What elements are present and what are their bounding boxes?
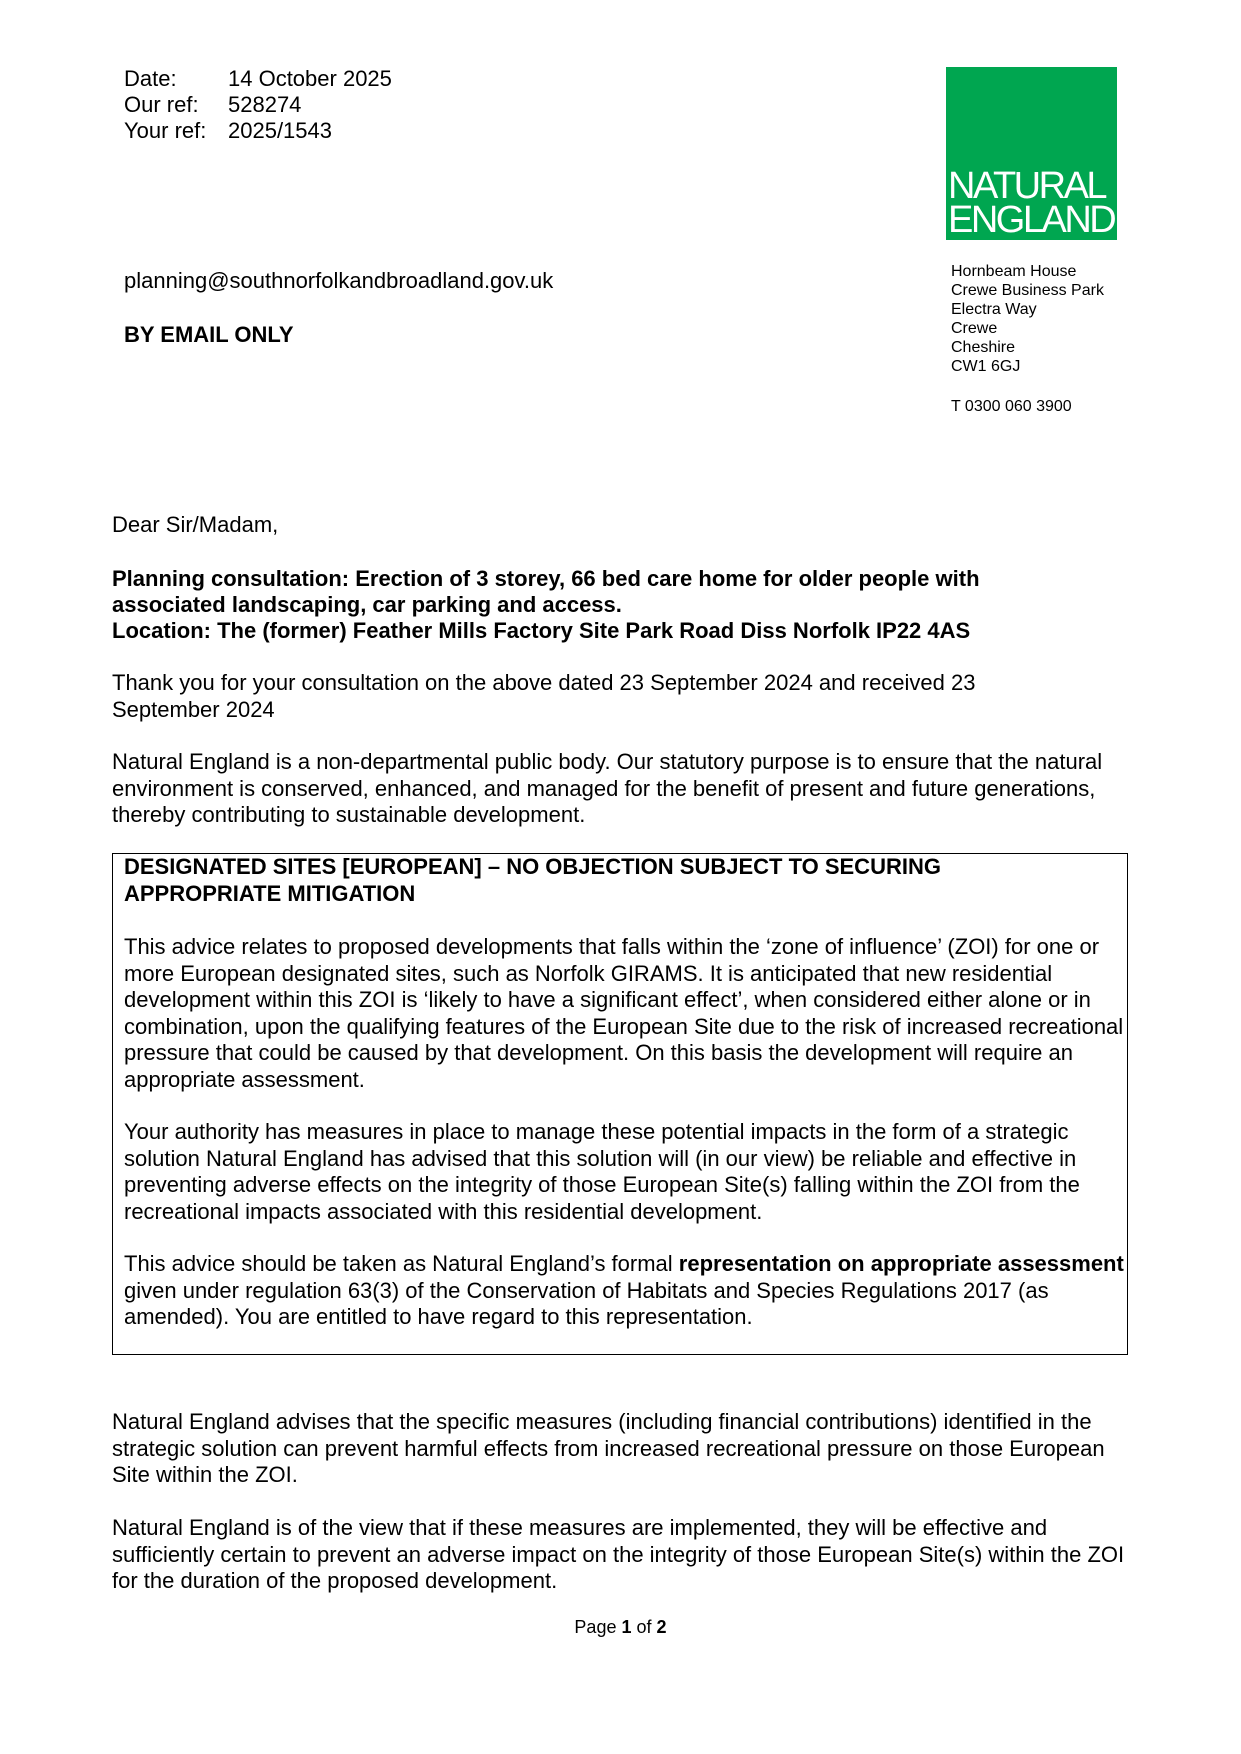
designated-sites-box [112, 853, 1128, 1355]
zoi-advice-paragraph: This advice relates to proposed developments that falls within the ‘zone of influence’ (ZOI) for one or more European designated sites, such as Norfolk GIRAMS. It is anticipated that new residential development within this ZOI is ‘likely to have a significant effect’, when considered either alone or in combination, upon the qualifying features of the European Site due to the risk of increased recreational pressure that could be caused by that development. On this basis the development will require an appropriate assessment. [124, 934, 1124, 1092]
logo-line-england: ENGLAND [948, 199, 1115, 241]
page-current: 1 [621, 1617, 632, 1637]
strategic-solution-paragraph: Your authority has measures in place to manage these potential impacts in the form of a strategic solution Natural England has advised that this solution will (in our view) be reliable and effective in preventing adverse effects on the integrity of those European Site(s) falling within the ZOI from the recreational impacts associated with this residential development. [124, 1119, 1080, 1224]
our-ref-value: 528274 [228, 92, 302, 117]
your-ref-label: Your ref: [124, 118, 207, 143]
natural-england-logo [946, 67, 1117, 240]
date-value: 14 October 2025 [228, 66, 392, 91]
page-word: Page [574, 1617, 617, 1637]
address-line: Electra Way [951, 301, 1037, 318]
address-line: CW1 6GJ [951, 358, 1021, 375]
your-ref-value: 2025/1543 [228, 118, 332, 143]
reference-block [124, 66, 392, 144]
formal-representation-paragraph [124, 1251, 1124, 1331]
subject-location: Location: The (former) Feather Mills Factory Site Park Road Diss Norfolk IP22 4AS [112, 618, 971, 643]
sender-address [951, 262, 1104, 376]
date-label: Date: [124, 66, 177, 91]
sender-phone: T 0300 060 3900 [951, 398, 1072, 415]
page-number [0, 1617, 1241, 1638]
of-word: of [636, 1617, 652, 1637]
address-line: Crewe [951, 320, 998, 337]
logo-line-natural: NATURAL [948, 165, 1106, 207]
representation-prefix: This advice should be taken as Natural England’s formal [124, 1251, 679, 1276]
page-total: 2 [656, 1617, 667, 1637]
our-ref-row [124, 92, 392, 118]
recipient-email[interactable]: planning@southnorfolkandbroadland.gov.uk [124, 268, 554, 293]
address-line: Crewe Business Park [951, 282, 1104, 299]
salutation: Dear Sir/Madam, [112, 512, 279, 537]
representation-bold: representation on appropriate assessment [678, 1251, 1124, 1276]
subject-heading [112, 566, 1092, 644]
statutory-purpose-paragraph: Natural England is a non-departmental public body. Our statutory purpose is to ensure that the natural environment is conserved, enhanced, and managed for the benefit of present and future generations, thereby contributing to sustainable development. [112, 749, 1103, 827]
delivery-note: BY EMAIL ONLY [124, 322, 294, 347]
address-line: Hornbeam House [951, 263, 1077, 280]
date-row [124, 66, 392, 92]
address-line: Cheshire [951, 339, 1016, 356]
our-ref-label: Our ref: [124, 92, 199, 117]
consultation-ack-paragraph: Thank you for your consultation on the above dated 23 September 2024 and received 23 September 2024 [112, 670, 976, 722]
measures-advice-paragraph: Natural England advises that the specific measures (including financial contributions) identified in the strategic solution can prevent harmful effects from increased recreational pressure on those European Site within the ZOI. [112, 1409, 1105, 1487]
designated-sites-title: DESIGNATED SITES [EUROPEAN] – NO OBJECTION SUBJECT TO SECURING APPROPRIATE MITIGATION [124, 854, 941, 906]
representation-suffix: given under regulation 63(3) of the Conservation of Habitats and Species Regulations 2017 (as amended). You are entitled to have regard to this representation. [124, 1277, 1049, 1329]
measures-view-paragraph: Natural England is of the view that if these measures are implemented, they will be effective and sufficiently certain to prevent an adverse impact on the integrity of those European Site(s) within the ZOI for the duration of the proposed development. [112, 1515, 1125, 1593]
subject-proposal: Planning consultation: Erection of 3 storey, 66 bed care home for older people with associated landscaping, car parking and access. [112, 566, 980, 617]
your-ref-row [124, 118, 392, 144]
